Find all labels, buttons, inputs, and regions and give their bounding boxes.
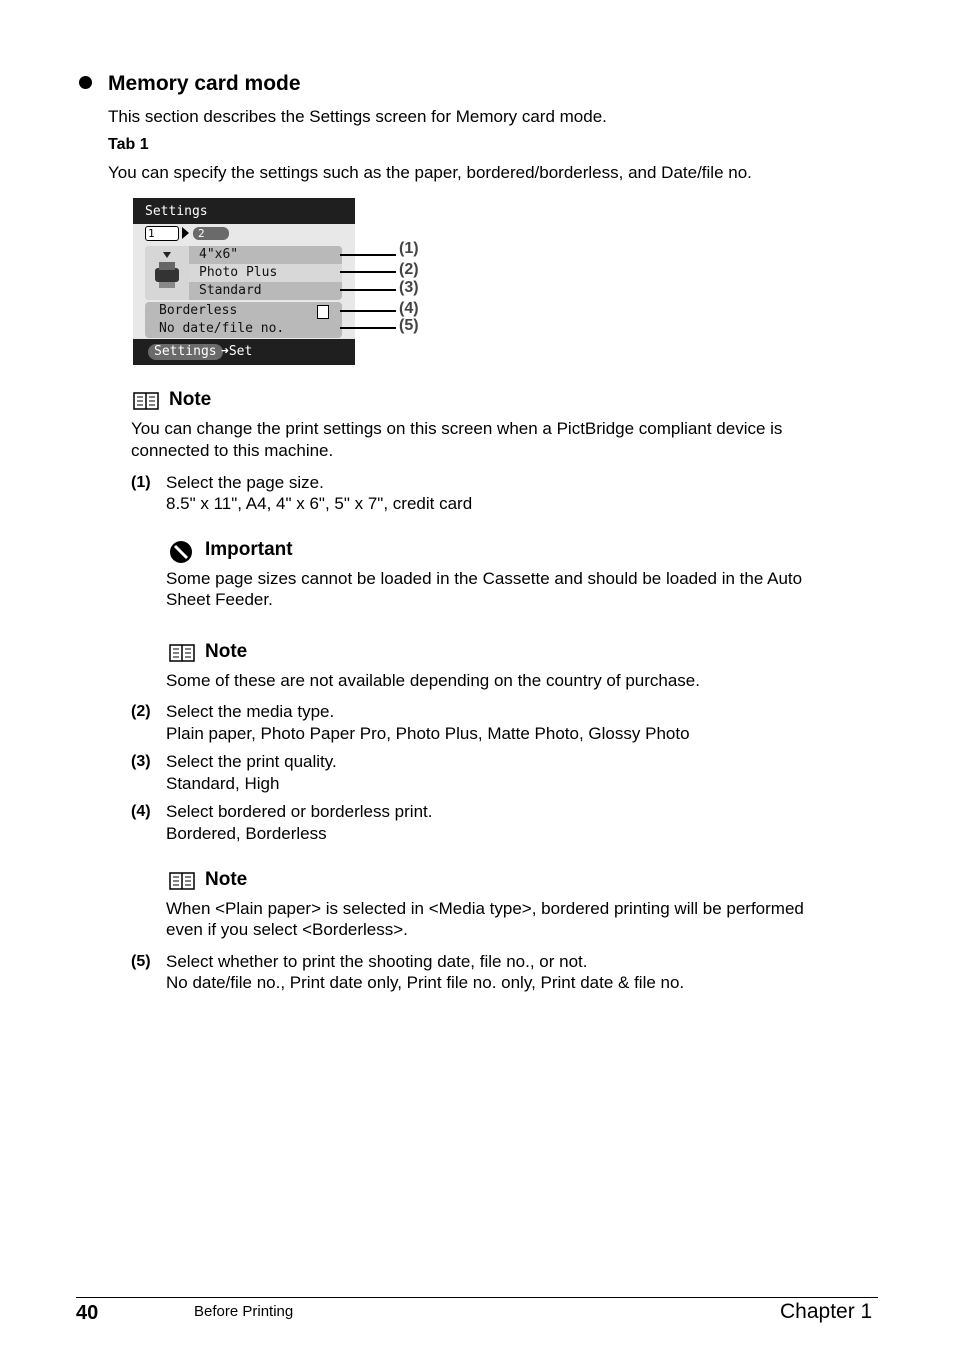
lcd-row-page-size: 4"x6" (199, 247, 239, 262)
lcd-paper-group (145, 246, 342, 300)
important-text-line: Some page sizes cannot be loaded in the Cassette and should be loaded in the Auto (166, 569, 803, 588)
section-title: Memory card mode (108, 72, 301, 95)
item-options: Standard, High (166, 774, 280, 793)
arrow-right-icon (182, 227, 189, 239)
item-description: Select the print quality. (166, 752, 337, 771)
section-intro: This section describes the Settings screen for Memory card mode. (108, 107, 607, 126)
lcd-row-border: Borderless (159, 303, 238, 318)
note-icon (133, 392, 159, 410)
lcd-tab-1: 1 (145, 226, 179, 241)
callout-label-3: (3) (399, 279, 419, 296)
note-text-line: You can change the print settings on this screen when a PictBridge compliant device is (131, 419, 783, 438)
lcd-row-date: No date/file no. (159, 321, 285, 336)
callout-line-2 (340, 271, 396, 273)
page-number: 40 (76, 1302, 99, 1324)
item-number: (4) (131, 803, 151, 820)
note-title: Note (205, 869, 248, 890)
important-title: Important (205, 539, 293, 560)
important-text-line: Sheet Feeder. (166, 590, 273, 609)
callout-line-3 (340, 289, 396, 291)
note-text: Some of these are not available depending on the country of purchase. (166, 671, 700, 690)
footer-section: Before Printing (194, 1303, 294, 1320)
lcd-layout-group (145, 302, 342, 338)
important-icon (169, 540, 193, 564)
item-number: (1) (131, 474, 151, 491)
lcd-title: Settings (145, 204, 208, 219)
printer-icon (145, 246, 189, 300)
item-description: Select whether to print the shooting date, file no., or not. (166, 952, 588, 971)
item-number: (3) (131, 753, 151, 770)
lcd-title-bar (133, 198, 355, 224)
note-title: Note (205, 641, 248, 662)
note-title: Note (169, 389, 212, 410)
lcd-settings-button: Settings (148, 344, 223, 360)
item-options: Plain paper, Photo Paper Pro, Photo Plus, Matte Photo, Glossy Photo (166, 724, 690, 743)
callout-line-1 (340, 254, 396, 256)
callout-label-2: (2) (399, 261, 419, 278)
tab-heading: Tab 1 (108, 136, 149, 153)
lcd-set-action: ➜Set (221, 344, 253, 359)
item-options: Bordered, Borderless (166, 824, 327, 843)
note-icon (169, 872, 195, 890)
item-description: Select bordered or borderless print. (166, 802, 433, 821)
lcd-row-quality: Standard (199, 283, 262, 298)
item-description: Select the media type. (166, 702, 335, 721)
note-text-line: When <Plain paper> is selected in <Media type>, bordered printing will be performed (166, 899, 804, 918)
lcd-bottom-bar (133, 339, 355, 365)
note-icon (169, 644, 195, 662)
callout-label-4: (4) (399, 300, 419, 317)
item-number: (5) (131, 953, 151, 970)
callout-label-1: (1) (399, 240, 419, 257)
tab-description: You can specify the settings such as the paper, bordered/borderless, and Date/file no. (108, 163, 752, 182)
bullet-icon (79, 76, 92, 89)
lcd-settings-screen (133, 198, 355, 365)
callout-label-5: (5) (399, 317, 419, 334)
callout-line-4 (340, 310, 396, 312)
callout-line-5 (340, 327, 396, 329)
item-options: 8.5" x 11", A4, 4" x 6", 5" x 7", credit card (166, 494, 473, 513)
footer-divider (76, 1297, 878, 1298)
note-text-line: even if you select <Borderless>. (166, 920, 408, 939)
item-description: Select the page size. (166, 473, 324, 492)
item-options: No date/file no., Print date only, Print file no. only, Print date & file no. (166, 973, 685, 992)
borderless-icon (317, 305, 329, 319)
note-text-line: connected to this machine. (131, 441, 334, 460)
chapter-label: Chapter 1 (780, 1300, 873, 1323)
lcd-tab-2: 2 (193, 227, 229, 240)
item-number: (2) (131, 703, 151, 720)
lcd-row-media-type: Photo Plus (189, 264, 342, 282)
